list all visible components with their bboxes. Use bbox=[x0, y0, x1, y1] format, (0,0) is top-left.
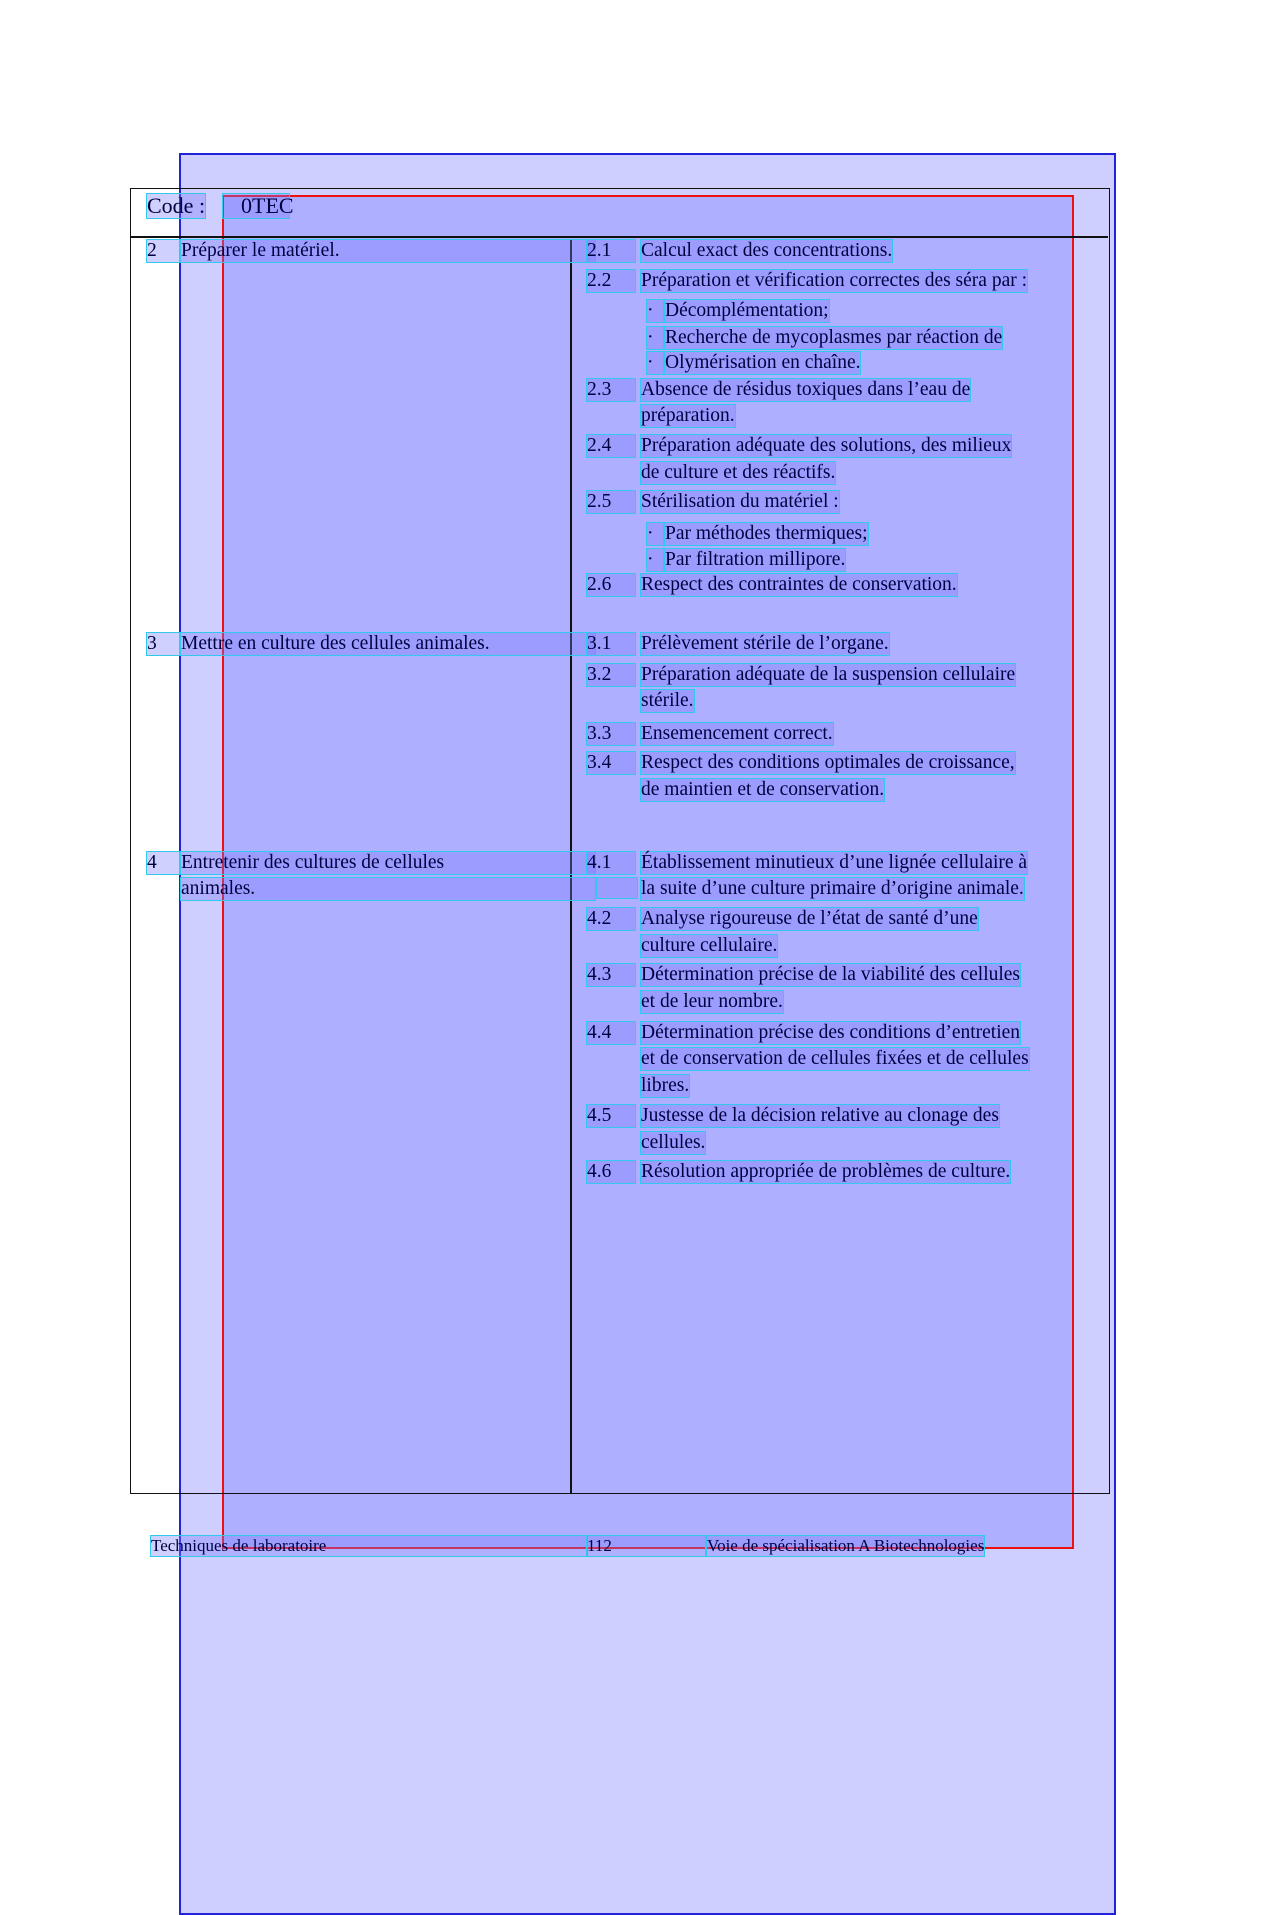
bullet-glyph: · bbox=[646, 522, 664, 546]
item-number: 4.5 bbox=[586, 1104, 636, 1128]
row-number: 4 bbox=[146, 851, 180, 875]
header-divider bbox=[130, 236, 1108, 238]
bullet-item: Par méthodes thermiques; bbox=[665, 523, 868, 544]
bullet-glyph: · bbox=[646, 299, 664, 323]
row-divider-segment bbox=[596, 877, 638, 899]
row-title-continuation: animales. bbox=[180, 877, 596, 901]
item-text: Prélèvement stérile de l’organe. bbox=[641, 633, 889, 654]
bullet-glyph: · bbox=[646, 351, 664, 375]
row-title: Entretenir des cultures de cellules bbox=[180, 851, 596, 875]
row-title: Mettre en culture des cellules animales. bbox=[180, 632, 596, 656]
item-text: Préparation adéquate des solutions, des milieux bbox=[641, 435, 1012, 456]
item-text: Stérilisation du matériel : bbox=[641, 491, 839, 512]
bullet-item: Recherche de mycoplasmes par réaction de bbox=[665, 327, 1003, 348]
item-number: 2.2 bbox=[586, 269, 636, 293]
code-value: 0TEC bbox=[222, 193, 290, 219]
row-number: 2 bbox=[146, 239, 180, 263]
item-text-continuation: et de leur nombre. bbox=[641, 991, 783, 1012]
item-text-continuation: et de conservation de cellules fixées et de cellules bbox=[641, 1048, 1029, 1069]
item-text-continuation: culture cellulaire. bbox=[641, 935, 778, 956]
item-text: Détermination précise de la viabilité des cellules bbox=[641, 964, 1021, 985]
item-text: Ensemencement correct. bbox=[641, 723, 833, 744]
bullet-item: Décomplémentation; bbox=[665, 300, 829, 321]
item-text-continuation: de maintien et de conservation. bbox=[641, 779, 885, 800]
item-number: 4.1 bbox=[586, 851, 636, 875]
item-text: Absence de résidus toxiques dans l’eau de bbox=[641, 379, 971, 400]
item-text: Préparation adéquate de la suspension cellulaire bbox=[641, 664, 1016, 685]
item-text: Résolution appropriée de problèmes de culture. bbox=[641, 1161, 1011, 1182]
code-label: Code : bbox=[147, 193, 206, 218]
bullet-glyph: · bbox=[646, 548, 664, 572]
bullet-glyph: · bbox=[646, 326, 664, 350]
item-text: Respect des contraintes de conservation. bbox=[641, 574, 957, 595]
item-number: 2.3 bbox=[586, 378, 636, 402]
item-number: 2.5 bbox=[586, 490, 636, 514]
item-text-continuation: de culture et des réactifs. bbox=[641, 462, 836, 483]
item-number: 4.6 bbox=[586, 1160, 636, 1184]
bullet-item: Par filtration millipore. bbox=[665, 549, 846, 570]
item-number: 4.3 bbox=[586, 963, 636, 987]
item-text: Justesse de la décision relative au clonage des bbox=[641, 1105, 999, 1126]
item-number: 3.1 bbox=[586, 632, 636, 656]
item-text: Établissement minutieux d’une lignée cellulaire à bbox=[641, 852, 1028, 873]
item-number: 2.1 bbox=[586, 239, 636, 263]
item-number: 3.4 bbox=[586, 751, 636, 775]
item-number: 3.3 bbox=[586, 722, 636, 746]
row-title: Préparer le matériel. bbox=[180, 239, 596, 263]
item-text: Détermination précise des conditions d’entretien bbox=[641, 1022, 1021, 1043]
item-number: 4.4 bbox=[586, 1021, 636, 1045]
footer-right-text: Voie de spécialisation A Biotechnologies bbox=[707, 1536, 985, 1555]
footer-left-text: Techniques de laboratoire bbox=[150, 1535, 588, 1557]
bullet-item: Olymérisation en chaîne. bbox=[665, 352, 861, 373]
row-number: 3 bbox=[146, 632, 180, 656]
item-text: Respect des conditions optimales de croissance, bbox=[641, 752, 1015, 773]
item-text-continuation: préparation. bbox=[641, 405, 735, 426]
item-text-continuation: libres. bbox=[641, 1075, 690, 1096]
item-text-continuation: stérile. bbox=[641, 690, 694, 711]
item-number: 2.6 bbox=[586, 573, 636, 597]
item-text-continuation: la suite d’une culture primaire d’origine animale. bbox=[641, 878, 1024, 899]
item-number: 3.2 bbox=[586, 663, 636, 687]
item-number: 4.2 bbox=[586, 907, 636, 931]
item-text-continuation: cellules. bbox=[641, 1132, 706, 1153]
item-text: Calcul exact des concentrations. bbox=[641, 240, 893, 261]
footer-page-number: 112 bbox=[586, 1535, 706, 1557]
item-text: Analyse rigoureuse de l’état de santé d’une bbox=[641, 908, 978, 929]
item-number: 2.4 bbox=[586, 434, 636, 458]
item-text: Préparation et vérification correctes des séra par : bbox=[641, 270, 1028, 291]
